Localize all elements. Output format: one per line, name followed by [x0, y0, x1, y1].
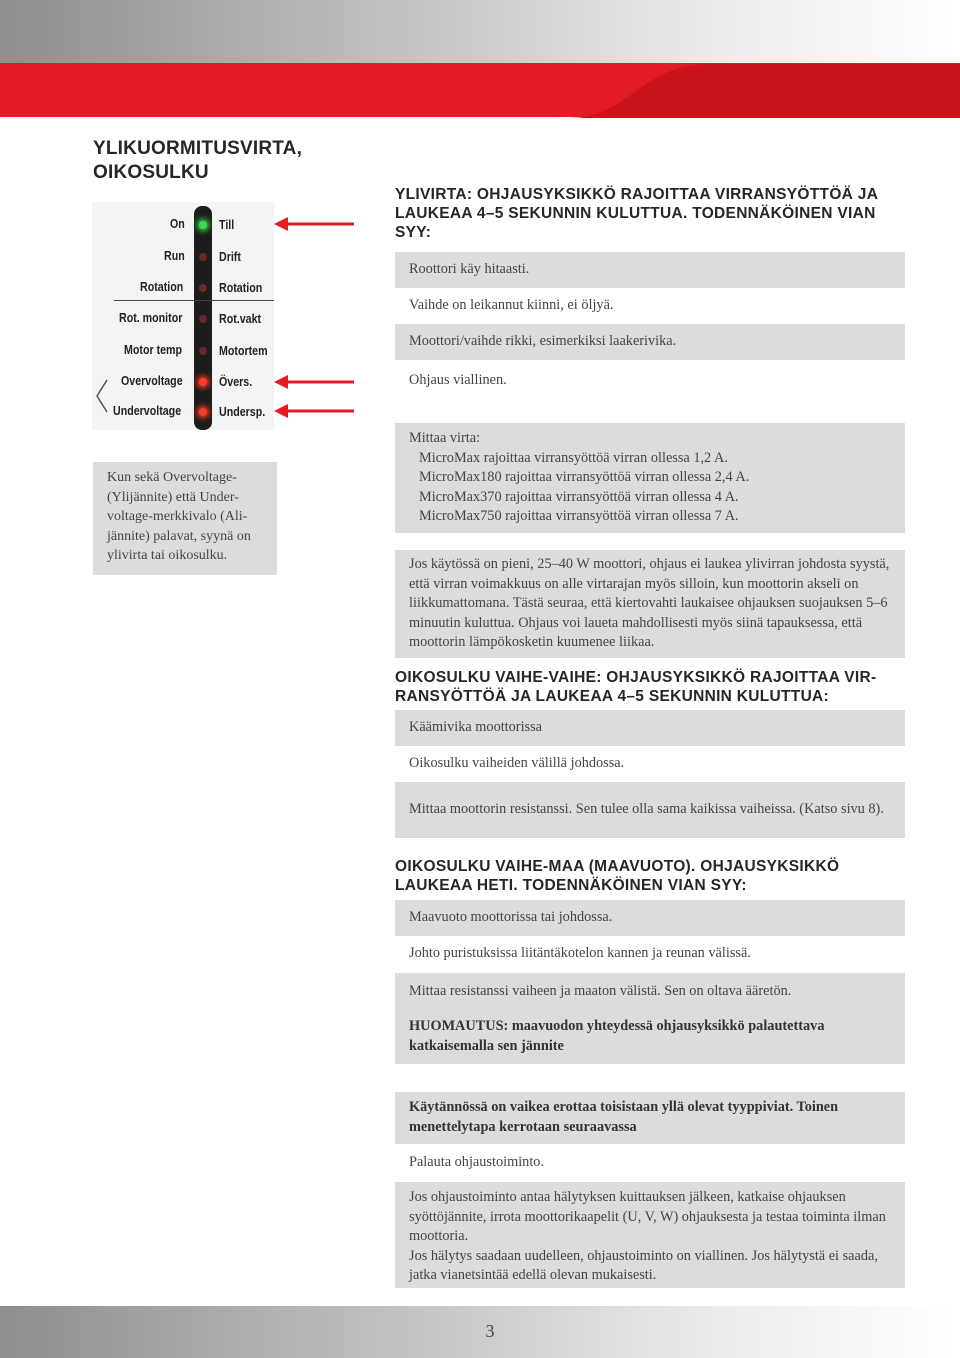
led-on	[199, 221, 207, 229]
arrow-left-icon	[274, 403, 354, 419]
page-title: YLIKUORMITUSVIRTA, OIKOSULKU	[93, 138, 303, 183]
page-number: 3	[485, 1321, 495, 1341]
reset-step: Palauta ohjaustoiminto.	[395, 1144, 905, 1182]
heading-line: OIKOSULKU VAIHE-VAIHE: OHJAUSYKSIKKÖ RAJOITTAA VIR-	[395, 669, 877, 686]
measure-current-box	[395, 423, 905, 533]
cause-row: Moottori/vaihde rikki, esimerkiksi laakerivika.	[395, 324, 905, 360]
measure-line: MicroMax180 rajoittaa virransyöttöä virran ollessa 2,4 A.	[419, 469, 750, 485]
small-motor-note: Jos käytössä on pieni, 25–40 W moottori, ohjaus ei laukea ylivirran johdosta syystä, että virran voimakkuus on alle virtarajan myös silloin, kun moottorin akseli on liikkumattomana. Tästä seuraa, että kiertovahti laukaisee ohjauksen suojauksen 5–6 minuutin kuluttua. Ohjaus voi laueta mahdollisesti myös siinä tapauksessa, että moottorin lämpökosketin kuumenee liikaa.	[395, 550, 905, 658]
cause-row: Roottori käy hitaasti.	[395, 252, 905, 288]
page-header-band	[0, 0, 960, 117]
chevron-left-icon	[94, 378, 110, 414]
measure-line: MicroMax370 rajoittaa virransyöttöä virran ollessa 4 A.	[419, 488, 739, 505]
left-label: On	[170, 216, 185, 231]
cause-row: Mittaa resistanssi vaiheen ja maaton välistä. Sen on oltava ääretön.	[395, 973, 905, 1010]
left-label: Overvoltage	[121, 373, 183, 388]
led-rot-monitor	[199, 315, 207, 323]
measure-title: Mittaa virta:	[409, 430, 481, 446]
led-motor-temp	[199, 347, 207, 355]
troubleshoot-box	[395, 1182, 905, 1288]
cause-row: Oikosulku vaiheiden välillä johdossa.	[395, 746, 905, 782]
right-label: Undersp.	[219, 404, 266, 419]
troubleshoot-paragraph: Jos ohjaustoiminto antaa hälytyksen kuittauksen jälkeen, katkaise ohjauksen syöttöjännite, irrota moottorikaapelit (U, V, W) ohjauksesta ja testaa toiminta ilman moottoria.	[409, 1189, 886, 1244]
led-run	[199, 253, 207, 261]
section-heading-phase-phase	[395, 668, 915, 706]
heading-line: RANSYÖTTÖÄ JA LAUKEAA 4–5 SEKUNNIN KULUTTUA:	[395, 688, 830, 705]
left-label: Undervoltage	[113, 403, 182, 418]
cause-row: Ohjaus viallinen.	[395, 362, 905, 400]
section-heading-overcurrent: YLIVIRTA: OHJAUSYKSIKKÖ RAJOITTAA VIRRANSYÖTTÖÄ JA LAUKEAA 4–5 SEKUNNIN KULUTTUA. TODENNÄKÖINEN VIAN SYY:	[395, 186, 878, 241]
photo-caption: Kun sekä Overvoltage-(Ylijännite) että Under-voltage-merkkivalo (Ali-jännite) palavat, syynä on ylivirta tai oikosulku.	[93, 462, 277, 575]
left-label: Rot. monitor	[119, 310, 183, 325]
section-heading-earth-fault: OIKOSULKU VAIHE-MAA (MAAVUOTO). OHJAUSYKSIKKÖ LAUKEAA HETI. TODENNÄKÖINEN VIAN SYY:	[395, 858, 840, 894]
cause-row: Käämivika moottorissa	[395, 710, 905, 746]
header-curve-accent	[570, 62, 960, 118]
right-label: Rot.vakt	[219, 311, 262, 326]
cause-row: Johto puristuksissa liitäntäkotelon kannen ja reunan välissä.	[395, 936, 905, 972]
cause-row: Mittaa moottorin resistanssi. Sen tulee olla sama kaikissa vaiheissa. (Katso sivu 8).	[395, 782, 905, 838]
right-label: Motortem	[219, 343, 268, 358]
left-label: Rotation	[140, 279, 184, 294]
cause-row: Vaihde on leikannut kiinni, ei öljyä.	[395, 288, 905, 324]
right-label: Övers.	[219, 374, 253, 389]
right-label: Drift	[219, 249, 241, 264]
left-label: Run	[164, 248, 185, 263]
led-panel-photo	[92, 202, 274, 430]
cause-row: Maavuoto moottorissa tai johdossa.	[395, 900, 905, 936]
panel-divider-line	[114, 300, 274, 301]
left-label: Motor temp	[124, 342, 183, 357]
led-undervoltage	[199, 408, 207, 416]
led-rotation	[199, 284, 207, 292]
right-label: Till	[219, 217, 235, 232]
troubleshoot-paragraph: Jos hälytys saadaan uudelleen, ohjaustoiminto on viallinen. Jos hälytystä ei saada, jatka vianetsintää edellä olevan mukaisesti.	[409, 1247, 878, 1283]
notice-text: HUOMAUTUS: maavuodon yhteydessä ohjausyksikkö palautettava katkaisemalla sen jännite	[409, 1018, 825, 1054]
measure-line: MicroMax750 rajoittaa virransyöttöä virran ollessa 7 A.	[419, 508, 739, 524]
header-gray-gradient	[0, 0, 960, 64]
earth-fault-notice	[395, 1010, 905, 1064]
right-label: Rotation	[219, 280, 263, 295]
measure-line: MicroMax rajoittaa virransyöttöä virran ollessa 1,2 A.	[419, 449, 728, 466]
led-overvoltage	[199, 378, 207, 386]
practice-intro-box	[395, 1092, 905, 1144]
intro-text: Käytännössä on vaikea erottaa toisistaan yllä olevat tyyppiviat. Toinen menettelytapa kerrotaan seuraavassa	[409, 1099, 839, 1135]
arrow-left-icon	[274, 216, 354, 232]
arrow-left-icon	[274, 374, 354, 390]
